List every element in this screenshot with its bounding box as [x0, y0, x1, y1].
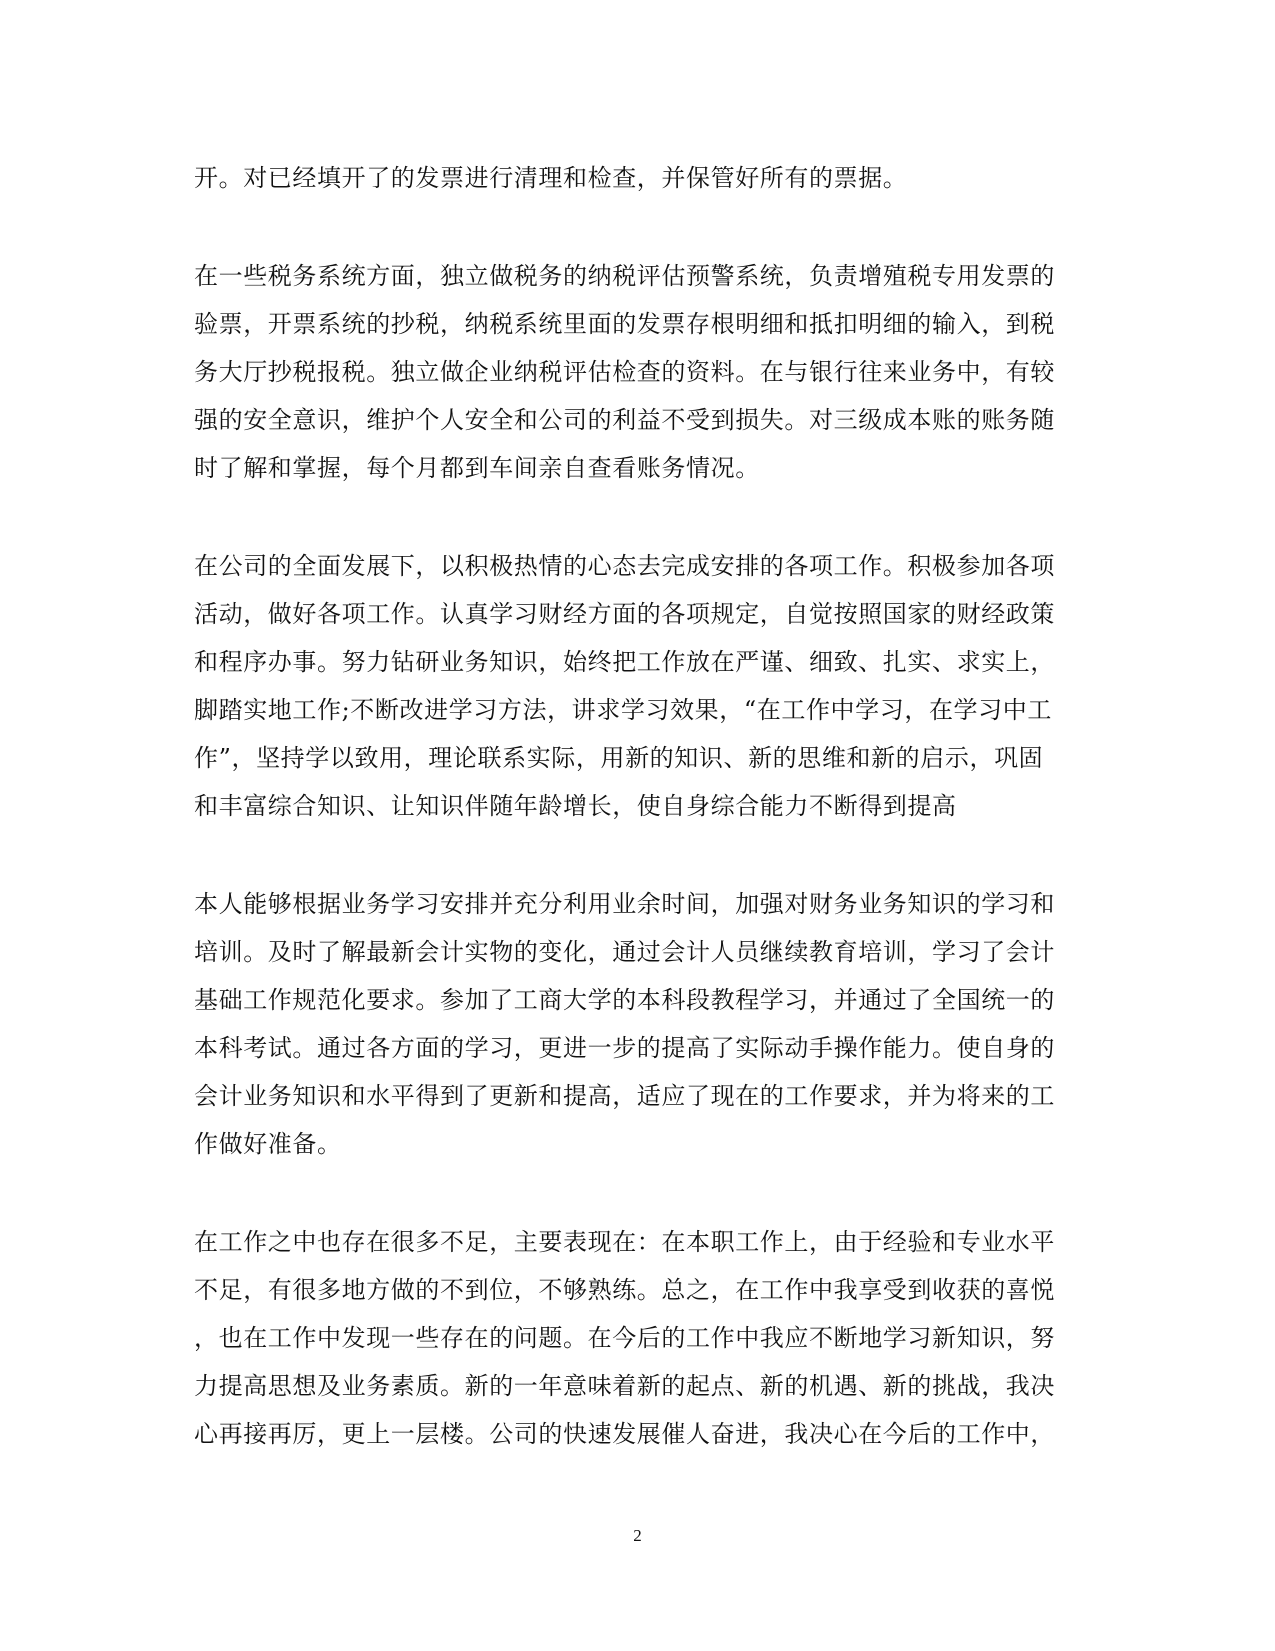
text-line: 务大厅抄税报税。独立做企业纳税评估检查的资料。在与银行往来业务中，有较 — [194, 358, 1055, 386]
text-line: 脚踏实地工作;不断改进学习方法，讲求学习效果，“在工作中学习，在学习中工 — [194, 696, 1052, 724]
page-number: 2 — [633, 1526, 642, 1545]
text-line: 本人能够根据业务学习安排并充分利用业余时间，加强对财务业务知识的学习和 — [194, 890, 1055, 918]
text-line: 培训。及时了解最新会计实物的变化，通过会计人员继续教育培训，学习了会计 — [194, 938, 1055, 966]
paragraph-work-attitude — [194, 542, 1094, 830]
paragraph-shortcomings — [194, 1218, 1094, 1458]
text-line: 强的安全意识，维护个人安全和公司的利益不受到损失。对三级成本账的账务随 — [194, 406, 1055, 434]
paragraph-invoice-management — [194, 154, 1094, 202]
text-line: 时了解和掌握，每个月都到车间亲自查看账务情况。 — [194, 454, 760, 482]
text-line: 本科考试。通过各方面的学习，更进一步的提高了实际动手操作能力。使自身的 — [194, 1034, 1055, 1062]
text-line: 力提高思想及业务素质。新的一年意味着新的起点、新的机遇、新的挑战，我决 — [194, 1372, 1055, 1400]
text-line: 活动，做好各项工作。认真学习财经方面的各项规定，自觉按照国家的财经政策 — [194, 600, 1055, 628]
text-line: 作”，坚持学以致用，理论联系实际，用新的知识、新的思维和新的启示，巩固 — [194, 744, 1044, 772]
text-line: 开。对已经填开了的发票进行清理和检查，并保管好所有的票据。 — [194, 164, 908, 192]
paragraph-tax-systems — [194, 252, 1094, 492]
text-line: 作做好准备。 — [194, 1130, 342, 1158]
text-line: 不足，有很多地方做的不到位，不够熟练。总之，在工作中我享受到收获的喜悦 — [194, 1276, 1055, 1304]
paragraph-professional-learning — [194, 880, 1094, 1168]
text-line: ，也在工作中发现一些存在的问题。在今后的工作中我应不断地学习新知识，努 — [194, 1324, 1055, 1352]
text-line: 在公司的全面发展下，以积极热情的心态去完成安排的各项工作。积极参加各项 — [194, 552, 1055, 580]
text-line: 验票，开票系统的抄税，纳税系统里面的发票存根明细和抵扣明细的输入，到税 — [194, 310, 1055, 338]
text-line: 和程序办事。努力钻研业务知识，始终把工作放在严谨、细致、扎实、求实上， — [194, 648, 1055, 676]
text-line: 在工作之中也存在很多不足，主要表现在：在本职工作上，由于经验和专业水平 — [194, 1228, 1055, 1256]
text-line: 会计业务知识和水平得到了更新和提高，适应了现在的工作要求，并为将来的工 — [194, 1082, 1055, 1110]
text-line: 和丰富综合知识、让知识伴随年龄增长，使自身综合能力不断得到提高 — [194, 792, 957, 820]
text-line: 在一些税务系统方面，独立做税务的纳税评估预警系统，负责增殖税专用发票的 — [194, 262, 1055, 290]
text-line: 基础工作规范化要求。参加了工商大学的本科段教程学习，并通过了全国统一的 — [194, 986, 1055, 1014]
text-line: 心再接再厉，更上一层楼。公司的快速发展催人奋进，我决心在今后的工作中， — [194, 1420, 1055, 1448]
